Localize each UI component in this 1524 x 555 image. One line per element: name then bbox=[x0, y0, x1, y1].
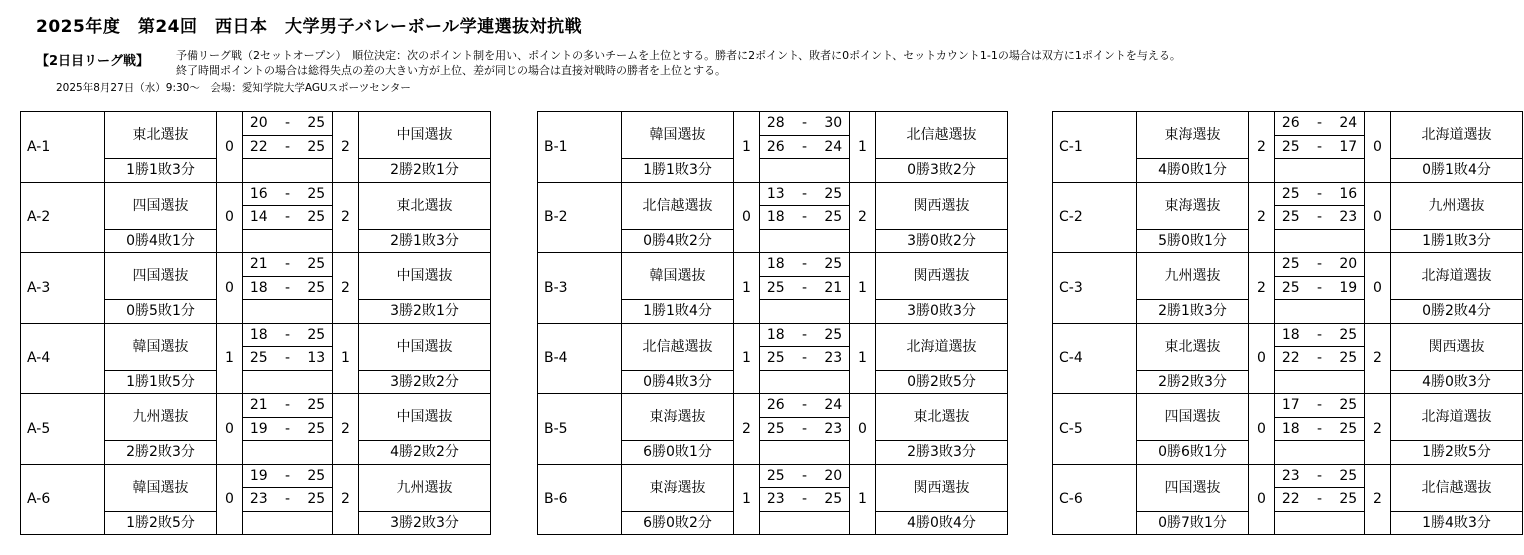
set2-away-score: 25 bbox=[1333, 417, 1365, 441]
score-separator: - bbox=[792, 276, 818, 300]
away-record: 3勝0敗3分 bbox=[876, 300, 1008, 324]
match-code: A-1 bbox=[21, 112, 105, 183]
away-team: 中国選抜 bbox=[359, 253, 491, 300]
set2-home-score: 25 bbox=[1275, 206, 1307, 230]
set1-home-score: 20 bbox=[243, 112, 275, 136]
away-record: 2勝3敗3分 bbox=[876, 441, 1008, 465]
match-code: C-3 bbox=[1053, 253, 1137, 324]
away-record: 0勝1敗4分 bbox=[1391, 159, 1523, 183]
away-record: 1勝2敗5分 bbox=[1391, 441, 1523, 465]
score-separator: - bbox=[275, 488, 301, 512]
score-blank-cell bbox=[760, 229, 850, 253]
set2-away-score: 25 bbox=[301, 276, 333, 300]
home-team: 北信越選抜 bbox=[622, 323, 734, 370]
home-set-count: 0 bbox=[1249, 394, 1275, 465]
score-separator: - bbox=[792, 112, 818, 136]
match-code: A-2 bbox=[21, 182, 105, 253]
set2-away-score: 19 bbox=[1333, 276, 1365, 300]
away-set-count: 2 bbox=[1365, 394, 1391, 465]
set1-home-score: 18 bbox=[243, 323, 275, 347]
set2-home-score: 18 bbox=[1275, 417, 1307, 441]
set1-away-score: 25 bbox=[301, 112, 333, 136]
rules-note-line1: 予備リーグ戦（2セットオープン） 順位決定：次のポイント制を用い、ポイントの多いチームを上位とする。勝者に2ポイント、敗者に0ポイント、セットカウント1-1の場合は双方に1ポイントを与える。 bbox=[176, 49, 1181, 62]
set1-away-score: 25 bbox=[301, 323, 333, 347]
away-set-count: 2 bbox=[333, 112, 359, 183]
match-row bbox=[1053, 394, 1523, 418]
home-set-count: 1 bbox=[734, 464, 760, 535]
set1-home-score: 13 bbox=[760, 182, 792, 206]
set1-away-score: 24 bbox=[1333, 112, 1365, 136]
set2-home-score: 18 bbox=[243, 276, 275, 300]
match-row bbox=[21, 112, 491, 136]
set2-away-score: 25 bbox=[818, 488, 850, 512]
set2-away-score: 25 bbox=[818, 206, 850, 230]
set2-home-score: 25 bbox=[1275, 135, 1307, 159]
set1-away-score: 25 bbox=[1333, 323, 1365, 347]
away-team: 中国選抜 bbox=[359, 323, 491, 370]
set1-away-score: 25 bbox=[1333, 464, 1365, 488]
score-separator: - bbox=[275, 276, 301, 300]
date-venue: 2025年8月27日（水）9:30～ 会場：愛知学院大学AGUスポーツセンター bbox=[56, 82, 411, 94]
set2-home-score: 18 bbox=[760, 206, 792, 230]
page-title: 2025年度 第24回 西日本 大学男子バレーボール学連選抜対抗戦 bbox=[36, 17, 583, 37]
set1-home-score: 25 bbox=[760, 464, 792, 488]
set2-home-score: 25 bbox=[1275, 276, 1307, 300]
away-record: 3勝2敗3分 bbox=[359, 511, 491, 535]
home-record: 0勝5敗1分 bbox=[105, 300, 217, 324]
away-record: 2勝2敗1分 bbox=[359, 159, 491, 183]
set1-away-score: 25 bbox=[818, 253, 850, 277]
home-set-count: 2 bbox=[1249, 112, 1275, 183]
match-row bbox=[538, 253, 1008, 277]
match-row bbox=[538, 112, 1008, 136]
score-separator: - bbox=[792, 417, 818, 441]
score-separator: - bbox=[275, 323, 301, 347]
match-code: C-5 bbox=[1053, 394, 1137, 465]
home-team: 北信越選抜 bbox=[622, 182, 734, 229]
set2-home-score: 22 bbox=[243, 135, 275, 159]
home-record: 4勝0敗1分 bbox=[1137, 159, 1249, 183]
set1-home-score: 25 bbox=[1275, 253, 1307, 277]
away-record: 1勝4敗3分 bbox=[1391, 511, 1523, 535]
home-team: 東海選抜 bbox=[622, 394, 734, 441]
score-blank-cell bbox=[243, 300, 333, 324]
home-record: 5勝0敗1分 bbox=[1137, 229, 1249, 253]
home-team: 韓国選抜 bbox=[622, 253, 734, 300]
away-record: 4勝2敗2分 bbox=[359, 441, 491, 465]
away-record: 0勝2敗4分 bbox=[1391, 300, 1523, 324]
set2-away-score: 13 bbox=[301, 347, 333, 371]
home-team: 東海選抜 bbox=[1137, 112, 1249, 159]
home-team: 東海選抜 bbox=[622, 464, 734, 511]
score-separator: - bbox=[1307, 135, 1333, 159]
match-row bbox=[21, 394, 491, 418]
score-separator: - bbox=[275, 112, 301, 136]
set2-away-score: 23 bbox=[818, 417, 850, 441]
set2-away-score: 23 bbox=[818, 347, 850, 371]
away-team: 北信越選抜 bbox=[1391, 464, 1523, 511]
match-code: B-3 bbox=[538, 253, 622, 324]
set1-away-score: 30 bbox=[818, 112, 850, 136]
away-team: 北海道選抜 bbox=[876, 323, 1008, 370]
match-row bbox=[1053, 253, 1523, 277]
home-set-count: 0 bbox=[217, 394, 243, 465]
score-separator: - bbox=[275, 464, 301, 488]
set2-away-score: 24 bbox=[818, 135, 850, 159]
home-record: 1勝1敗3分 bbox=[105, 159, 217, 183]
home-record: 1勝1敗5分 bbox=[105, 370, 217, 394]
match-row bbox=[21, 464, 491, 488]
set2-home-score: 23 bbox=[760, 488, 792, 512]
away-set-count: 1 bbox=[850, 323, 876, 394]
home-team: 九州選抜 bbox=[1137, 253, 1249, 300]
score-separator: - bbox=[275, 135, 301, 159]
set1-home-score: 26 bbox=[760, 394, 792, 418]
match-code: A-4 bbox=[21, 323, 105, 394]
set1-away-score: 24 bbox=[818, 394, 850, 418]
home-team: 韓国選抜 bbox=[105, 323, 217, 370]
match-row bbox=[21, 182, 491, 206]
score-separator: - bbox=[1307, 417, 1333, 441]
home-team: 四国選抜 bbox=[105, 253, 217, 300]
home-team: 四国選抜 bbox=[1137, 394, 1249, 441]
match-code: B-2 bbox=[538, 182, 622, 253]
score-separator: - bbox=[1307, 464, 1333, 488]
away-team: 北海道選抜 bbox=[1391, 112, 1523, 159]
home-record: 0勝6敗1分 bbox=[1137, 441, 1249, 465]
round-label: 【2日目リーグ戦】 bbox=[36, 54, 150, 69]
set1-away-score: 16 bbox=[1333, 182, 1365, 206]
away-team: 関西選抜 bbox=[876, 253, 1008, 300]
score-blank-cell bbox=[243, 511, 333, 535]
score-blank-cell bbox=[1275, 511, 1365, 535]
home-set-count: 2 bbox=[1249, 253, 1275, 324]
away-set-count: 2 bbox=[850, 182, 876, 253]
away-team: 九州選抜 bbox=[1391, 182, 1523, 229]
home-record: 0勝7敗1分 bbox=[1137, 511, 1249, 535]
set1-away-score: 25 bbox=[818, 323, 850, 347]
set1-away-score: 20 bbox=[818, 464, 850, 488]
match-row bbox=[1053, 182, 1523, 206]
home-set-count: 1 bbox=[734, 323, 760, 394]
match-code: B-4 bbox=[538, 323, 622, 394]
set2-away-score: 25 bbox=[301, 135, 333, 159]
home-set-count: 2 bbox=[734, 394, 760, 465]
away-record: 0勝3敗2分 bbox=[876, 159, 1008, 183]
away-record: 3勝2敗2分 bbox=[359, 370, 491, 394]
score-separator: - bbox=[792, 206, 818, 230]
away-team: 九州選抜 bbox=[359, 464, 491, 511]
set2-home-score: 26 bbox=[760, 135, 792, 159]
set1-home-score: 23 bbox=[1275, 464, 1307, 488]
score-separator: - bbox=[275, 182, 301, 206]
home-record: 0勝4敗1分 bbox=[105, 229, 217, 253]
set2-home-score: 22 bbox=[1275, 488, 1307, 512]
away-set-count: 2 bbox=[1365, 323, 1391, 394]
score-blank-cell bbox=[760, 441, 850, 465]
match-code: A-6 bbox=[21, 464, 105, 535]
score-separator: - bbox=[275, 394, 301, 418]
score-blank-cell bbox=[760, 159, 850, 183]
home-record: 0勝4敗2分 bbox=[622, 229, 734, 253]
score-separator: - bbox=[792, 464, 818, 488]
set1-away-score: 20 bbox=[1333, 253, 1365, 277]
set2-home-score: 14 bbox=[243, 206, 275, 230]
away-record: 4勝0敗3分 bbox=[1391, 370, 1523, 394]
home-set-count: 1 bbox=[734, 253, 760, 324]
home-team: 四国選抜 bbox=[105, 182, 217, 229]
group-b-table bbox=[537, 111, 1008, 535]
away-team: 北信越選抜 bbox=[876, 112, 1008, 159]
home-record: 1勝1敗4分 bbox=[622, 300, 734, 324]
home-team: 東海選抜 bbox=[1137, 182, 1249, 229]
score-separator: - bbox=[275, 417, 301, 441]
away-team: 東北選抜 bbox=[876, 394, 1008, 441]
score-separator: - bbox=[1307, 253, 1333, 277]
score-blank-cell bbox=[243, 159, 333, 183]
home-set-count: 0 bbox=[217, 182, 243, 253]
match-row bbox=[538, 464, 1008, 488]
home-record: 1勝2敗5分 bbox=[105, 511, 217, 535]
home-record: 6勝0敗1分 bbox=[622, 441, 734, 465]
away-set-count: 1 bbox=[850, 464, 876, 535]
set2-away-score: 25 bbox=[1333, 488, 1365, 512]
set2-home-score: 25 bbox=[760, 347, 792, 371]
score-blank-cell bbox=[1275, 229, 1365, 253]
score-separator: - bbox=[275, 253, 301, 277]
score-separator: - bbox=[792, 394, 818, 418]
set1-away-score: 25 bbox=[301, 253, 333, 277]
away-team: 北海道選抜 bbox=[1391, 394, 1523, 441]
home-team: 東北選抜 bbox=[105, 112, 217, 159]
match-row bbox=[1053, 323, 1523, 347]
set2-away-score: 25 bbox=[301, 488, 333, 512]
score-blank-cell bbox=[760, 511, 850, 535]
set1-away-score: 25 bbox=[301, 394, 333, 418]
away-set-count: 2 bbox=[333, 464, 359, 535]
set2-home-score: 25 bbox=[760, 276, 792, 300]
home-team: 九州選抜 bbox=[105, 394, 217, 441]
score-blank-cell bbox=[1275, 300, 1365, 324]
set2-away-score: 25 bbox=[1333, 347, 1365, 371]
home-set-count: 1 bbox=[734, 112, 760, 183]
score-blank-cell bbox=[243, 229, 333, 253]
set1-away-score: 25 bbox=[818, 182, 850, 206]
score-separator: - bbox=[792, 135, 818, 159]
set2-away-score: 23 bbox=[1333, 206, 1365, 230]
group-c-table bbox=[1052, 111, 1523, 535]
set1-home-score: 17 bbox=[1275, 394, 1307, 418]
score-separator: - bbox=[1307, 276, 1333, 300]
score-separator: - bbox=[1307, 347, 1333, 371]
set1-home-score: 18 bbox=[760, 323, 792, 347]
set1-away-score: 25 bbox=[301, 464, 333, 488]
home-set-count: 0 bbox=[217, 253, 243, 324]
match-row bbox=[1053, 112, 1523, 136]
group-a-table bbox=[20, 111, 491, 535]
score-blank-cell bbox=[760, 370, 850, 394]
set1-home-score: 18 bbox=[1275, 323, 1307, 347]
home-record: 2勝2敗3分 bbox=[105, 441, 217, 465]
match-code: B-6 bbox=[538, 464, 622, 535]
away-record: 3勝0敗2分 bbox=[876, 229, 1008, 253]
away-team: 関西選抜 bbox=[876, 464, 1008, 511]
rules-note-line2: 終了時間ポイントの場合は総得失点の差の大きい方が上位、差が同じの場合は直接対戦時の勝者を上位とする。 bbox=[176, 64, 726, 77]
score-separator: - bbox=[792, 253, 818, 277]
home-set-count: 2 bbox=[1249, 182, 1275, 253]
match-code: A-5 bbox=[21, 394, 105, 465]
away-team: 北海道選抜 bbox=[1391, 253, 1523, 300]
away-set-count: 0 bbox=[850, 394, 876, 465]
away-team: 関西選抜 bbox=[1391, 323, 1523, 370]
away-team: 中国選抜 bbox=[359, 112, 491, 159]
away-set-count: 1 bbox=[333, 323, 359, 394]
away-record: 0勝2敗5分 bbox=[876, 370, 1008, 394]
match-code: B-1 bbox=[538, 112, 622, 183]
set2-away-score: 21 bbox=[818, 276, 850, 300]
set2-home-score: 25 bbox=[243, 347, 275, 371]
match-row bbox=[538, 182, 1008, 206]
set1-home-score: 16 bbox=[243, 182, 275, 206]
score-separator: - bbox=[1307, 488, 1333, 512]
score-separator: - bbox=[1307, 394, 1333, 418]
score-separator: - bbox=[275, 206, 301, 230]
set2-home-score: 23 bbox=[243, 488, 275, 512]
set1-away-score: 25 bbox=[1333, 394, 1365, 418]
set1-home-score: 19 bbox=[243, 464, 275, 488]
score-separator: - bbox=[792, 182, 818, 206]
match-code: B-5 bbox=[538, 394, 622, 465]
score-separator: - bbox=[1307, 182, 1333, 206]
home-record: 2勝1敗3分 bbox=[1137, 300, 1249, 324]
match-row bbox=[1053, 464, 1523, 488]
home-team: 四国選抜 bbox=[1137, 464, 1249, 511]
score-separator: - bbox=[1307, 112, 1333, 136]
home-record: 2勝2敗3分 bbox=[1137, 370, 1249, 394]
match-code: C-2 bbox=[1053, 182, 1137, 253]
score-separator: - bbox=[792, 488, 818, 512]
score-separator: - bbox=[275, 347, 301, 371]
home-set-count: 1 bbox=[217, 323, 243, 394]
set2-home-score: 19 bbox=[243, 417, 275, 441]
set1-home-score: 25 bbox=[1275, 182, 1307, 206]
score-separator: - bbox=[1307, 323, 1333, 347]
away-set-count: 0 bbox=[1365, 182, 1391, 253]
match-row bbox=[538, 323, 1008, 347]
score-separator: - bbox=[792, 323, 818, 347]
home-set-count: 0 bbox=[1249, 323, 1275, 394]
home-team: 韓国選抜 bbox=[622, 112, 734, 159]
score-separator: - bbox=[792, 347, 818, 371]
score-blank-cell bbox=[1275, 159, 1365, 183]
away-record: 3勝2敗1分 bbox=[359, 300, 491, 324]
set1-home-score: 21 bbox=[243, 394, 275, 418]
set2-away-score: 17 bbox=[1333, 135, 1365, 159]
home-set-count: 0 bbox=[734, 182, 760, 253]
match-code: A-3 bbox=[21, 253, 105, 324]
away-set-count: 2 bbox=[333, 182, 359, 253]
set2-away-score: 25 bbox=[301, 417, 333, 441]
set1-home-score: 28 bbox=[760, 112, 792, 136]
home-team: 東北選抜 bbox=[1137, 323, 1249, 370]
away-set-count: 2 bbox=[1365, 464, 1391, 535]
match-row bbox=[538, 394, 1008, 418]
score-blank-cell bbox=[243, 370, 333, 394]
home-record: 0勝4敗3分 bbox=[622, 370, 734, 394]
away-set-count: 2 bbox=[333, 253, 359, 324]
away-record: 4勝0敗4分 bbox=[876, 511, 1008, 535]
match-code: C-6 bbox=[1053, 464, 1137, 535]
away-team: 関西選抜 bbox=[876, 182, 1008, 229]
away-set-count: 2 bbox=[333, 394, 359, 465]
score-separator: - bbox=[1307, 206, 1333, 230]
match-row bbox=[21, 323, 491, 347]
home-record: 1勝1敗3分 bbox=[622, 159, 734, 183]
set2-away-score: 25 bbox=[301, 206, 333, 230]
score-blank-cell bbox=[243, 441, 333, 465]
away-team: 中国選抜 bbox=[359, 394, 491, 441]
match-row bbox=[21, 253, 491, 277]
away-set-count: 0 bbox=[1365, 253, 1391, 324]
set2-home-score: 25 bbox=[760, 417, 792, 441]
score-blank-cell bbox=[760, 300, 850, 324]
away-record: 1勝1敗3分 bbox=[1391, 229, 1523, 253]
away-record: 2勝1敗3分 bbox=[359, 229, 491, 253]
away-set-count: 0 bbox=[1365, 112, 1391, 183]
home-record: 6勝0敗2分 bbox=[622, 511, 734, 535]
set1-away-score: 25 bbox=[301, 182, 333, 206]
away-set-count: 1 bbox=[850, 253, 876, 324]
match-code: C-4 bbox=[1053, 323, 1137, 394]
home-team: 韓国選抜 bbox=[105, 464, 217, 511]
score-blank-cell bbox=[1275, 370, 1365, 394]
set1-home-score: 26 bbox=[1275, 112, 1307, 136]
home-set-count: 0 bbox=[217, 112, 243, 183]
set1-home-score: 21 bbox=[243, 253, 275, 277]
home-set-count: 0 bbox=[217, 464, 243, 535]
away-set-count: 1 bbox=[850, 112, 876, 183]
set1-home-score: 18 bbox=[760, 253, 792, 277]
home-set-count: 0 bbox=[1249, 464, 1275, 535]
match-code: C-1 bbox=[1053, 112, 1137, 183]
away-team: 東北選抜 bbox=[359, 182, 491, 229]
set2-home-score: 22 bbox=[1275, 347, 1307, 371]
score-blank-cell bbox=[1275, 441, 1365, 465]
